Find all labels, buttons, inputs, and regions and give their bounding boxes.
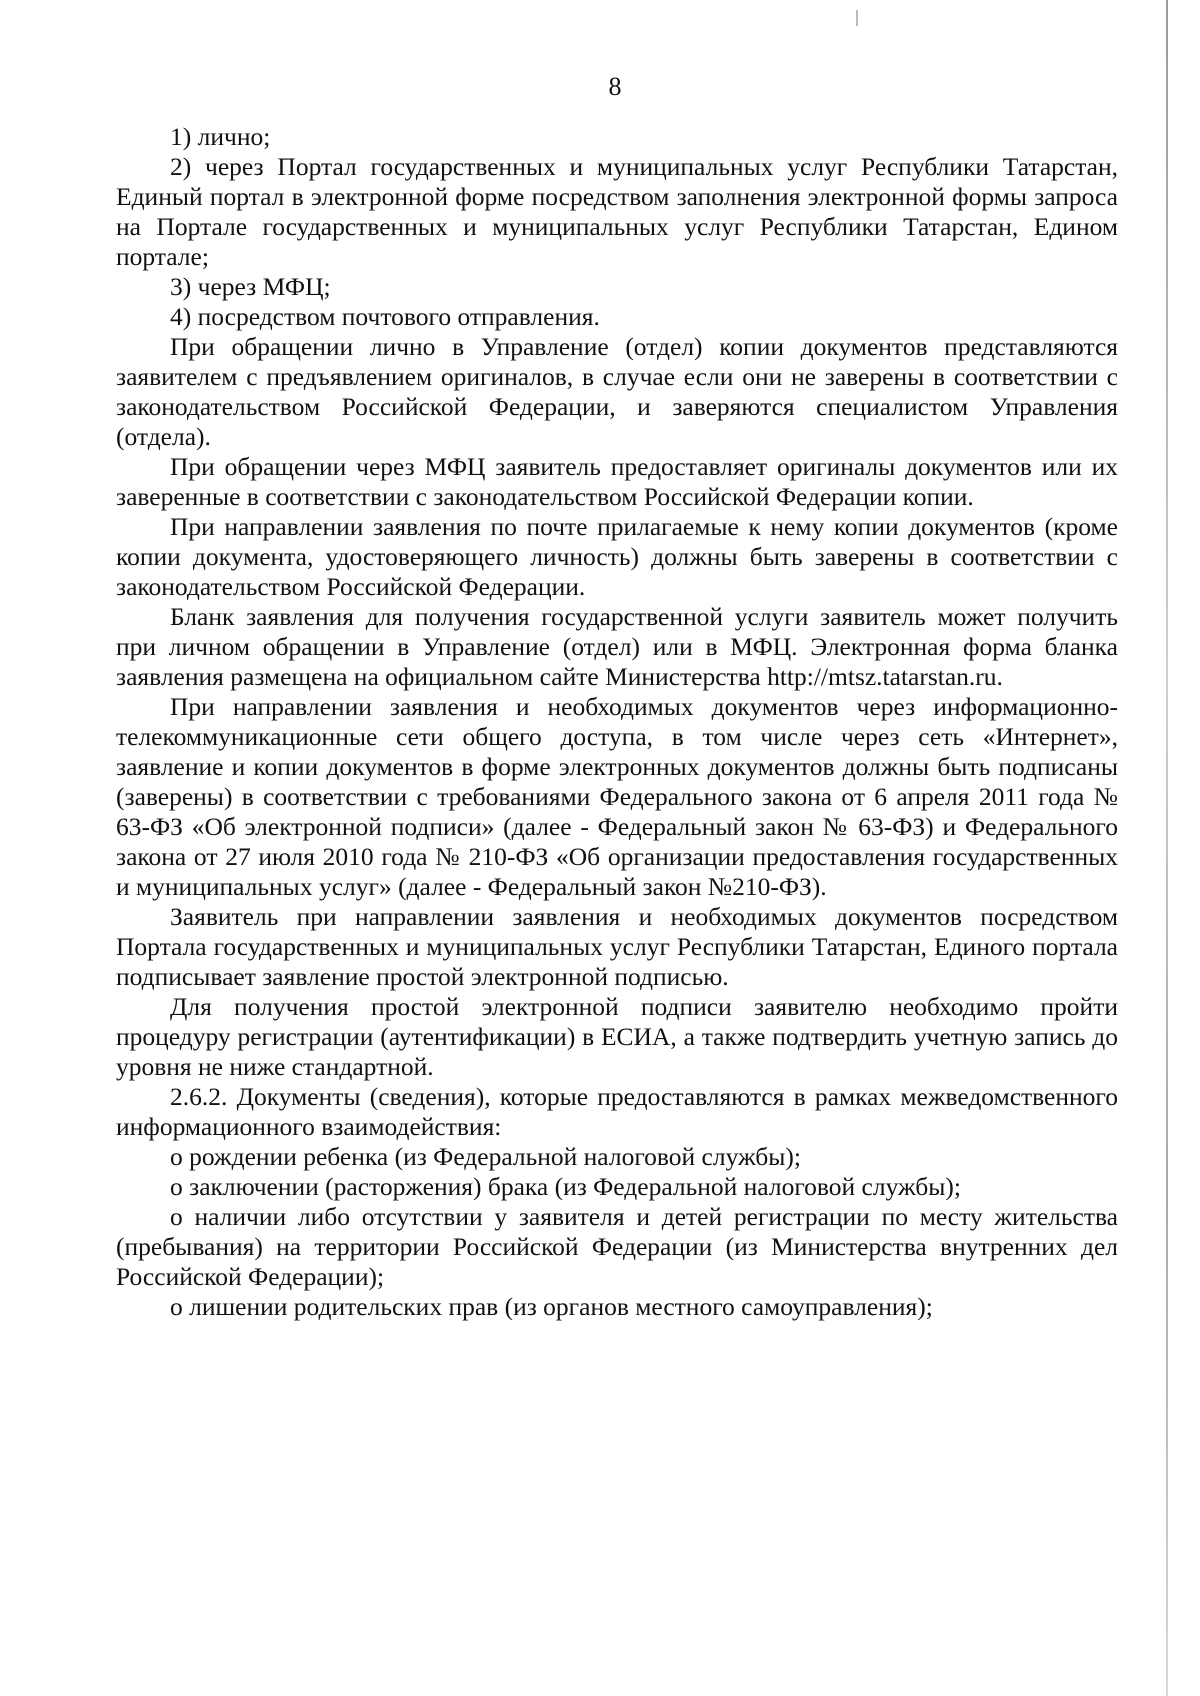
- list-item-1: 1) лично;: [170, 122, 271, 151]
- section-2-6-2: 2.6.2. Документы (сведения), которые предоставляются в рамках межведомственного информационного взаимодействия:: [116, 1082, 1118, 1141]
- scan-page-edge: [1166, 0, 1168, 1696]
- item-registration: о наличии либо отсутствии у заявителя и детей регистрации по месту жительства (пребывания) на территории Российской Федерации (из Министерства внутренних дел Российской Федерации);: [116, 1202, 1118, 1291]
- list-item-4: 4) посредством почтового отправления.: [170, 302, 600, 331]
- paragraph-mail: При направлении заявления по почте прилагаемые к нему копии документов (кроме копии документа, удостоверяющего личность) должны быть заверены в соответствии с законодательством Российской Федерации.: [116, 512, 1118, 601]
- document-body: [116, 122, 1118, 1322]
- paragraph-internet: При направлении заявления и необходимых документов через информационно-телекоммуникационные сети общего доступа, в том числе через сеть «Интернет», заявление и копии документов в форме электронных документов должны быть подписаны (заверены) в соответствии с требованиями Федерального закона от 6 апреля 2011 года № 63-ФЗ «Об электронной подписи» (далее - Федеральный закон № 63-ФЗ) и Федерального закона от 27 июля 2010 года № 210-ФЗ «Об организации предоставления государственных и муниципальных услуг» (далее - Федеральный закон №210-ФЗ).: [116, 692, 1118, 901]
- item-marriage: о заключении (расторжения) брака (из Федеральной налоговой службы);: [170, 1172, 961, 1201]
- list-item-3: 3) через МФЦ;: [170, 272, 331, 301]
- item-birth: о рождении ребенка (из Федеральной налоговой службы);: [170, 1142, 801, 1171]
- paragraph-mfc: При обращении через МФЦ заявитель предоставляет оригиналы документов или их заверенные в соответствии с законодательством Российской Федерации копии.: [116, 452, 1118, 511]
- item-parental-rights: о лишении родительских прав (из органов местного самоуправления);: [170, 1292, 933, 1321]
- paragraph-simple-signature: Заявитель при направлении заявления и необходимых документов посредством Портала государственных и муниципальных услуг Республики Татарстан, Единого портала подписывает заявление простой электронной подписью.: [116, 902, 1118, 991]
- list-item-2: 2) через Портал государственных и муниципальных услуг Республики Татарстан, Единый портал в электронной форме посредством заполнения электронной формы запроса на Портале государственных и муниципальных услуг Республики Татарстан, Едином портале;: [116, 152, 1118, 271]
- scan-artifact: [856, 10, 858, 26]
- paragraph-personal-visit: При обращении лично в Управление (отдел) копии документов представляются заявителем с предъявлением оригиналов, в случае если они не заверены в соответствии с законодательством Российской Федерации, и заверяются специалистом Управления (отдела).: [116, 332, 1118, 451]
- paragraph-blank-form: Бланк заявления для получения государственной услуги заявитель может получить при личном обращении в Управление (отдел) или в МФЦ. Электронная форма бланка заявления размещена на официальном сайте Министерства http://mtsz.tatarstan.ru.: [116, 602, 1118, 691]
- page-number: 8: [608, 72, 622, 101]
- paragraph-esia: Для получения простой электронной подписи заявителю необходимо пройти процедуру регистрации (аутентификации) в ЕСИА, а также подтвердить учетную запись до уровня не ниже стандартной.: [116, 992, 1118, 1081]
